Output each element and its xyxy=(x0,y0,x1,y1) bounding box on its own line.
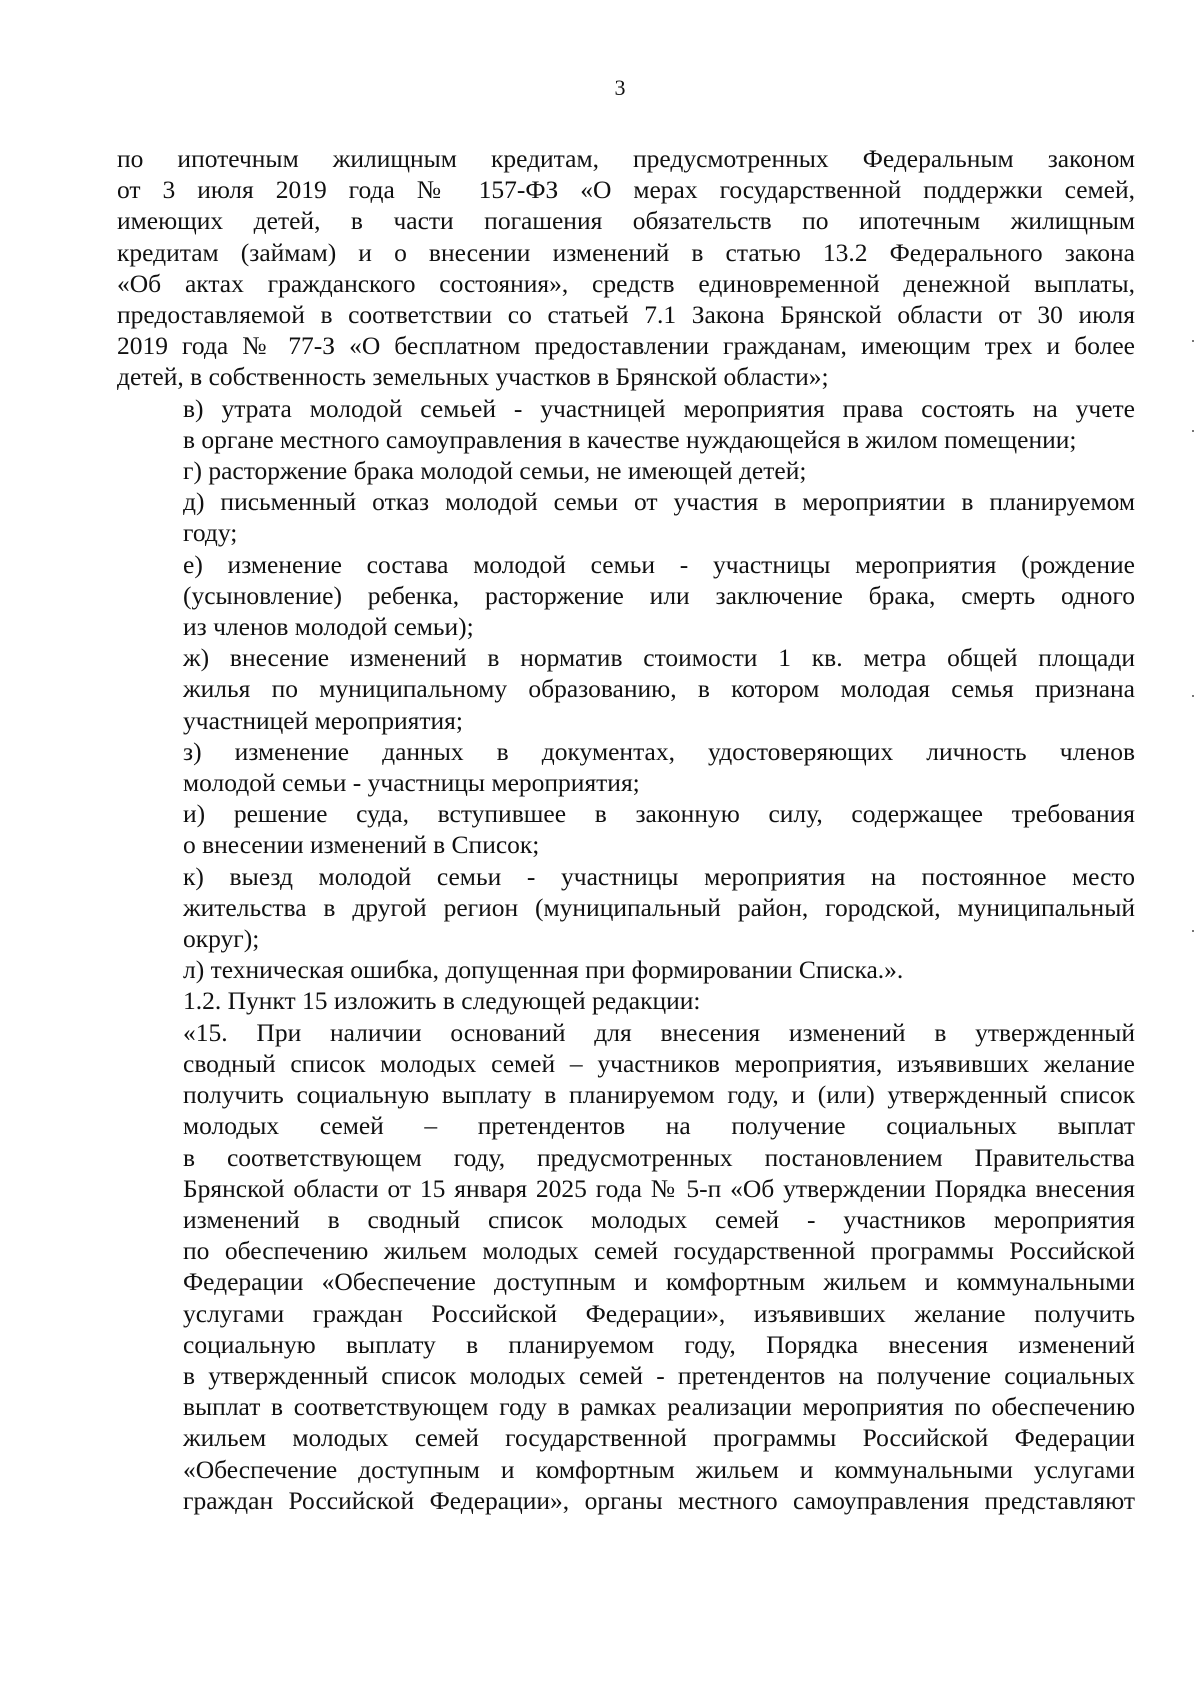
text-line: (усыновление) ребенка, расторжение или заключение брака, смерть одного xyxy=(183,580,1135,610)
text-line: из членов молодой семьи); xyxy=(183,612,474,642)
text-line: имеющих детей, в части погашения обязательств по ипотечным жилищным xyxy=(117,206,1135,236)
text-line: детей, в собственность земельных участков в Брянской области»; xyxy=(117,362,829,392)
text-line: и) решение суда, вступившее в законную силу, содержащее требования xyxy=(183,799,1135,829)
paragraph-p1 xyxy=(117,143,1135,393)
text-line: в органе местного самоуправления в качестве нуждающейся в жилом помещении; xyxy=(183,424,1077,454)
paragraph-p10 xyxy=(117,954,1135,985)
text-line: от 3 июля 2019 года № 157-ФЗ «О мерах государственной поддержки семей, xyxy=(117,175,1135,205)
text-line: жильем молодых семей государственной программы Российской Федерации xyxy=(183,1423,1135,1453)
text-line: г) расторжение брака молодой семьи, не имеющей детей; xyxy=(183,456,807,486)
text-line: сводный список молодых семей – участников мероприятия, изъявивших желание xyxy=(183,1048,1135,1078)
text-line: з) изменение данных в документах, удостоверяющих личность членов xyxy=(183,736,1135,766)
text-line: в утвержденный список молодых семей - претендентов на получение социальных xyxy=(183,1360,1135,1390)
text-line: Брянской области от 15 января 2025 года № 5-п «Об утверждении Порядка внесения xyxy=(183,1173,1135,1203)
text-line: в соответствующем году, предусмотренных постановлением Правительства xyxy=(183,1142,1135,1172)
text-line: участницей мероприятия; xyxy=(183,705,463,735)
scan-mark xyxy=(1192,930,1194,932)
text-line: к) выезд молодой семьи - участницы мероприятия на постоянное место xyxy=(183,861,1135,891)
paragraph-p2 xyxy=(117,393,1135,455)
text-line: Федерации «Обеспечение доступным и комфортным жильем и коммунальными xyxy=(183,1267,1135,1297)
text-line: л) техническая ошибка, допущенная при формировании Списка.». xyxy=(183,955,904,985)
text-line: жительства в другой регион (муниципальный район, городской, муниципальный xyxy=(183,892,1135,922)
text-line: по ипотечным жилищным кредитам, предусмотренных Федеральным законом xyxy=(117,144,1135,173)
text-line: получить социальную выплату в планируемом году, и (или) утвержденный список xyxy=(183,1080,1135,1110)
paragraph-p4 xyxy=(117,486,1135,548)
text-line: «Обеспечение доступным и комфортным жильем и коммунальными услугами xyxy=(183,1454,1135,1484)
text-line: в) утрата молодой семьей - участницей мероприятия права состоять на учете xyxy=(183,393,1135,423)
paragraph-p5 xyxy=(117,549,1135,643)
text-line: году; xyxy=(183,518,238,548)
text-line: жилья по муниципальному образованию, в котором молодая семья признана xyxy=(183,674,1135,704)
text-line: услугами граждан Российской Федерации», изъявивших желание получить xyxy=(183,1298,1135,1328)
scan-mark xyxy=(1192,695,1194,697)
text-line: о внесении изменений в Список; xyxy=(183,830,540,860)
paragraph-p6 xyxy=(117,642,1135,736)
paragraph-p7 xyxy=(117,736,1135,798)
text-line: граждан Российской Федерации», органы местного самоуправления представляют xyxy=(183,1485,1135,1515)
paragraph-p12 xyxy=(117,1017,1135,1516)
scan-mark xyxy=(1192,340,1194,342)
text-line: предоставляемой в соответствии со статьей 7.1 Закона Брянской области от 30 июля xyxy=(117,300,1135,330)
text-line: ж) внесение изменений в норматив стоимости 1 кв. метра общей площади xyxy=(183,643,1135,673)
paragraph-p8 xyxy=(117,798,1135,860)
paragraph-p9 xyxy=(117,861,1135,955)
text-line: «15. При наличии оснований для внесения изменений в утвержденный xyxy=(183,1017,1135,1047)
text-line: 2019 года № 77-З «О бесплатном предоставлении гражданам, имеющим трех и более xyxy=(117,331,1135,361)
text-line: 1.2. Пункт 15 изложить в следующей редакции: xyxy=(183,986,701,1016)
text-line: округ); xyxy=(183,924,260,954)
text-line: социальную выплату в планируемом году, Порядка внесения изменений xyxy=(183,1329,1135,1359)
text-line: изменений в сводный список молодых семей - участников мероприятия xyxy=(183,1204,1135,1234)
text-line: «Об актах гражданского состояния», средств единовременной денежной выплаты, xyxy=(117,268,1135,298)
text-line: д) письменный отказ молодой семьи от участия в мероприятии в планируемом xyxy=(183,487,1135,517)
paragraph-p11 xyxy=(117,985,1135,1016)
scan-mark xyxy=(1192,430,1194,432)
page-number: 3 xyxy=(614,75,626,100)
document-body xyxy=(117,143,1135,1516)
text-line: по обеспечению жильем молодых семей государственной программы Российской xyxy=(183,1236,1135,1266)
text-line: кредитам (займам) и о внесении изменений в статью 13.2 Федерального закона xyxy=(117,237,1135,267)
text-line: молодой семьи - участницы мероприятия; xyxy=(183,768,640,798)
text-line: выплат в соответствующем году в рамках реализации мероприятия по обеспечению xyxy=(183,1392,1135,1422)
paragraph-p3 xyxy=(117,455,1135,486)
text-line: е) изменение состава молодой семьи - участницы мероприятия (рождение xyxy=(183,549,1135,579)
text-line: молодых семей – претендентов на получение социальных выплат xyxy=(183,1111,1135,1141)
